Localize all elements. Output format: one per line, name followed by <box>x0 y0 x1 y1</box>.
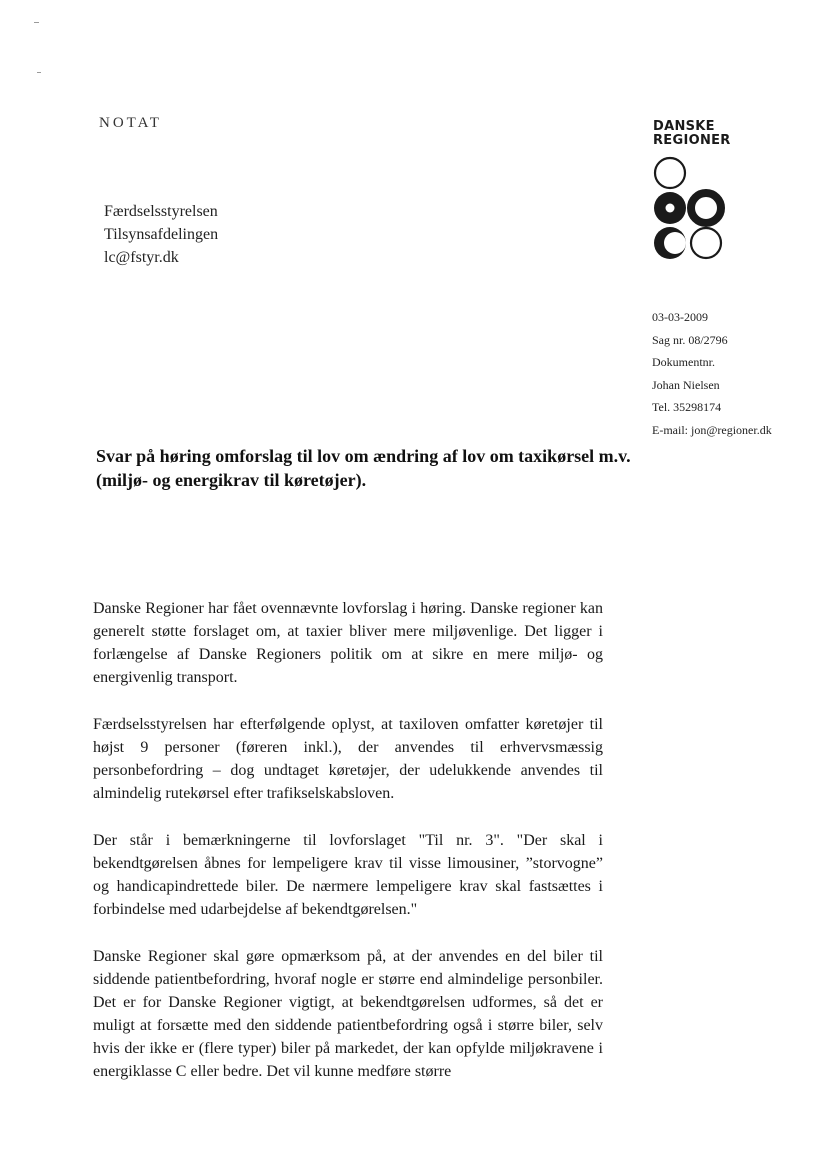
recipient-line: Færdselsstyrelsen <box>104 203 218 220</box>
four-circles-logo-icon <box>653 154 729 264</box>
meta-author: Johan Nielsen <box>652 377 720 392</box>
scan-speck <box>34 22 39 23</box>
recipient-email: lc@fstyr.dk <box>104 249 179 266</box>
meta-phone: Tel. 35298174 <box>652 400 722 414</box>
logo-circle-dot <box>666 204 675 213</box>
document-metadata <box>652 306 772 441</box>
recipient-line: Tilsynsafdelingen <box>104 226 219 243</box>
meta-date: 03-03-2009 <box>652 310 708 324</box>
logo-circle-outline-top <box>655 158 685 188</box>
body-paragraph: Færdselsstyrelsen har efterfølgende oplyst, at taxiloven omfatter køretøjer til højst 9 personer (føreren inkl.), der anvendes til erhvervsmæssig personbefordring – dog undtaget køretøjer, der udelukkende anvendes til almindelig rutekørsel efter trafikselskabsloven. <box>93 716 603 802</box>
body-paragraph: Der står i bemærkningerne til lovforslaget "Til nr. 3". "Der skal i bekendtgørelsen åbnes for lempeligere krav til visse limousiner, ”storvogne” og handicapindrettede biler. De nærmere lempeligere krav skal fastsættes i forbindelse med udarbejdelse af bekendtgørelsen." <box>93 832 603 918</box>
danske-regioner-logo <box>653 120 743 264</box>
subject-heading: Svar på høring omforslag til lov om ændring af lov om taxikørsel m.v. (miljø- og energikrav til køretøjer). <box>96 446 631 490</box>
logo-circle-dark-ring <box>691 193 721 223</box>
body-paragraph: Danske Regioner skal gøre opmærksom på, at der anvendes en del biler til siddende patientbefordring, hvoraf nogle er større end almindelige personbiler. Det er for Danske Regioner vigtigt, at bekendtgørelsen udformes, så det er muligt at forsætte med den siddende patientbefordring også i større biler, selv hvis der ikke er (flere typer) biler på markedet, der kan opfylde miljøkravene i energiklasse C eller bedre. Det vil kunne medføre større <box>93 948 603 1080</box>
scan-speck <box>37 72 41 73</box>
logo-circle-outline-bottom <box>691 228 721 258</box>
recipient-address <box>104 200 218 269</box>
logo-text-line2: REGIONER <box>653 133 731 148</box>
document-type-label: NOTAT <box>99 115 162 131</box>
logo-text-line1: DANSKE <box>653 119 715 134</box>
meta-email: E-mail: jon@regioner.dk <box>652 422 772 437</box>
meta-case-number: Sag nr. 08/2796 <box>652 332 728 347</box>
body-text <box>93 597 603 1107</box>
logo-circle-half-inner <box>664 232 686 254</box>
body-paragraph: Danske Regioner har fået ovennævnte lovforslag i høring. Danske regioner kan generelt støtte forslaget om, at taxier bliver mere miljøvenlige. Det ligger i forlængelse af Danske Regioners politik om at sikre en mere miljø- og energivenlig transport. <box>93 600 603 686</box>
meta-document-number: Dokumentnr. <box>652 355 715 369</box>
